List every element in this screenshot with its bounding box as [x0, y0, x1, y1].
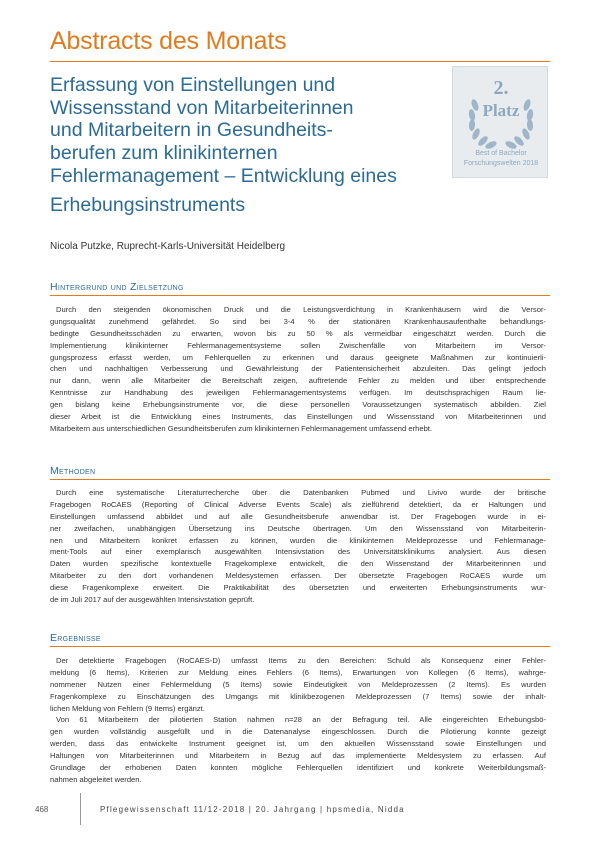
body-line: Haltungen von Mitarbeiterinnen und Mitarbeitern in Bezug auf das implementierte Meldesystem zu erfassen. Auf: [50, 751, 546, 761]
section-heading: Methoden: [50, 465, 96, 477]
body-line: ment-Tools auf einer exemplarisch ausgewählten Intensivstation des Universitätsklinikums analysiert. Aus diesen: [50, 547, 546, 557]
section-body: [50, 487, 546, 606]
body-line: gen wurden vollständig ausgefüllt und in die Datenanalyse eingeschlossen. Durch die Pilotierung konnte gezeigt: [50, 727, 546, 737]
title-line: berufen zum klinikinternen: [50, 142, 278, 165]
section-heading: Ergebnisse: [50, 632, 101, 644]
page-number: 468: [35, 805, 49, 814]
body-line: Kenntnisse zur Handhabung des jeweiligen Fehlermanagementsystems verfügen. Im deutschsprachigen Raum lie-: [50, 388, 546, 398]
body-line: meldung (6 Items), Kriterien zur Meldung eines Fehlers (6 Items), Erwartungen von Kollegen (6 Items), wahrge-: [50, 667, 546, 677]
section-body: [50, 304, 546, 435]
section-divider: [50, 646, 550, 647]
article-authors: Nicola Putzke, Ruprecht-Karls-Universität Heidelberg: [50, 241, 286, 252]
title-line: und Mitarbeitern in Gesundheits-: [50, 119, 333, 142]
section-divider: [50, 295, 550, 296]
body-line: Fragebogen RoCAES (Reporting of Clinical Adverse Events Scale) als zielführend detektiert, da er Haltungen und: [50, 499, 546, 509]
body-line: nahmen abgeleitet werden.: [50, 774, 142, 784]
body-line: diese Fragenkomplexe erweitert. Die Praktikabilität des übersetzten und erweiterten Erhebungsinstruments wur-: [50, 583, 546, 593]
badge-subtitle: Forschungswelten 2018: [463, 160, 539, 167]
article-title: [50, 74, 450, 216]
body-line: Von 61 Mitarbeitern der pilotierten Station nahmen n=28 an der Befragung teil. Alle eingereichten Erhebungsbö-: [56, 715, 546, 725]
page-section-title: Abstracts des Monats: [50, 27, 287, 55]
body-line: gen bislang keine Erhebungsinstrumente vor, die diese personellen Voraussetzungen systematisch abbilden. Ziel: [50, 400, 546, 410]
title-line: Wissensstand von Mitarbeiterinnen: [50, 96, 354, 119]
body-line: Daten wurden spezifische kontextuelle Fragekomplexe entwickelt, die den Wissenstand der Mitarbeiterinnen und: [50, 559, 546, 569]
badge-subtitle: Best of Bachelor: [475, 150, 527, 157]
body-line: nur dann, wenn alle Mitarbeiter die Bereitschaft zeigen, auftretende Fehler zu melden und über entsprechende: [50, 376, 546, 386]
body-line: gungsqualität zunehmend gefährdet. So sind bei 3-4 % der stationären Krankenhausaufenthalte behandlungs-: [50, 316, 546, 326]
journal-citation: Pflegewissenschaft 11/12-2018 | 20. Jahrgang | hpsmedia, Nidda: [100, 805, 405, 814]
body-line: Fragenkomplexe zu Einschätzungen des Umgangs mit klinikbezogenen Meldeprozessen (7 Items) sowie der inhalt-: [50, 691, 546, 701]
title-line: Erfassung von Einstellungen und: [50, 74, 336, 96]
section-heading: Hintergrund und Zielsetzung: [50, 281, 184, 293]
title-line: Erhebungsinstruments: [50, 193, 246, 216]
body-line: chen und nachhaltigen Verbesserung und Gewährleistung der Patientensicherheit abzuleiten. Das gelingt jedoch: [50, 364, 546, 374]
body-line: ner zweifachen, unabhängigen Übersetzung ins Deutsche übertragen. Um den Wissensstand von Mitarbeiterin-: [50, 523, 546, 533]
body-line: Mitarbeiter zu den dort vorhandenen Meldesystemen erfassen. Der übersetzte Fragebogen RoCAES wurde um: [50, 571, 546, 581]
section-body: [50, 655, 546, 786]
title-line: Fehlermanagement – Entwicklung eines: [50, 164, 397, 187]
section-divider: [50, 479, 550, 480]
award-badge: [452, 66, 548, 178]
body-line: Durch den steigenden ökonomischen Druck und die Leistungsverdichtung in Krankenhäusern wird die Versor-: [56, 305, 546, 314]
body-line: gungsprozess erfasst werden, um Fehlerquellen zu erkennen und daraus geeignete Maßnahmen zur kontinuierli-: [50, 352, 546, 362]
body-line: Implementierung klinikinterner Fehlermanagementsysteme sollen Zwischenfälle von Mitarbeitern im Versor-: [50, 340, 546, 350]
footer-divider: [80, 793, 81, 825]
body-line: nen und Mitarbeitern konkret erfassen zu können, wurden die klinikinternen Meldeprozesse und Fehlermanage-: [50, 535, 546, 545]
body-line: werden, dass das entwickelte Instrument geeignet ist, um den aktuellen Wissensstand sowie Einstellungen und: [50, 739, 546, 749]
body-line: Grundlage der erhobenen Daten konnten mögliche Fehlerquellen identifiziert und konkrete Weiterbildungsmaß-: [50, 763, 546, 773]
body-line: de im Juli 2017 auf der ausgewählten Intensivstation geprüft.: [50, 595, 255, 605]
badge-rank: 2.: [493, 77, 509, 99]
body-line: Durch eine systematische Literaturrecherche über die Datenbanken Pubmed und Livivo wurde der britische: [56, 488, 546, 497]
body-line: Mitarbeitern aus unterschiedlichen Gesundheitsberufen zum klinikinternen Fehlermanagement umfassend erhebt.: [50, 423, 433, 433]
body-line: bedingte Gesundheitsschäden zu erwarten, wovon bis zu 50 % als vermeidbar eingeschätzt werden. Durch die: [50, 328, 546, 338]
body-line: Einstellungen umfassend abbildet und auf alle Gesundheitsberufe anwendbar ist. Der Fragebogen wurde in ei-: [50, 511, 546, 521]
body-line: dieser Arbeit ist die Entwicklung eines Instruments, das Einstellungen und Wissensstand von Mitarbeiterinnen und: [50, 412, 546, 422]
body-line: Der detektierte Fragebogen (RoCAES-D) umfasst Items zu den Bereichen: Schuld als Konsequenz einer Fehler-: [56, 656, 546, 665]
body-line: lichen Meldung von Fehlern (9 Items) ergänzt.: [50, 703, 205, 713]
header-divider: [50, 61, 550, 62]
badge-word: Platz: [482, 101, 520, 120]
body-line: nommener Nutzen einer Fehlermeldung (5 Items) sowie Eindeutigkeit von Meldeprozessen (2 Items). Es wurden: [50, 679, 546, 689]
